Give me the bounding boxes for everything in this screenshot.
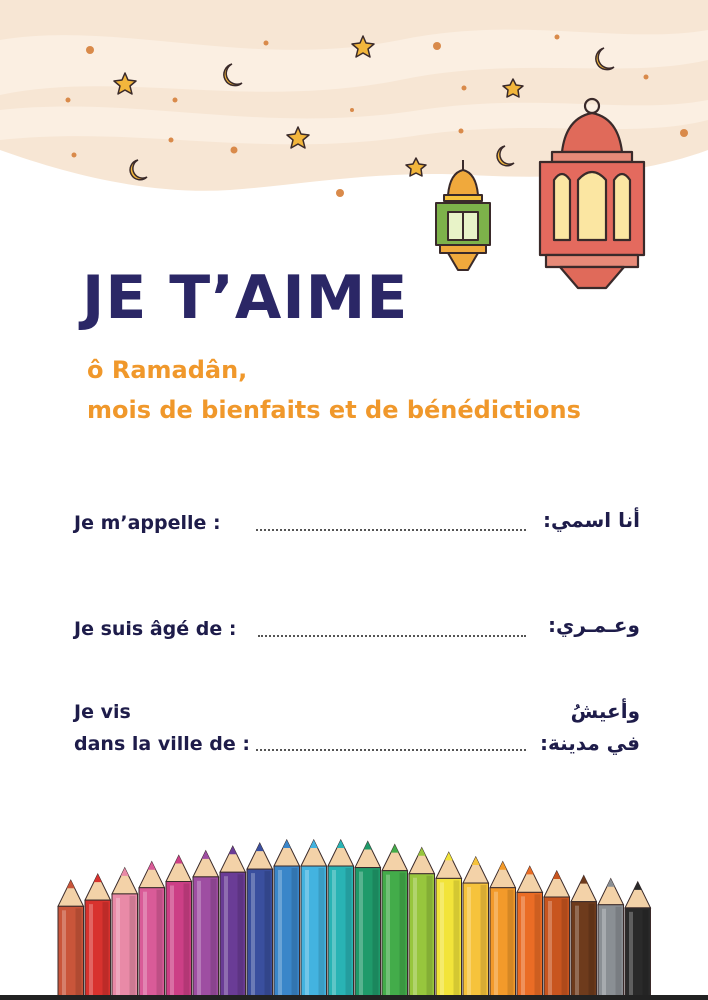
pencil-icon xyxy=(463,857,489,1000)
pencil-icon xyxy=(166,856,192,1000)
name-row xyxy=(0,505,708,545)
pencil-icon xyxy=(382,845,408,1000)
dot-decoration xyxy=(680,129,688,137)
city-row xyxy=(0,698,708,760)
pencil-icon xyxy=(571,876,597,1000)
dot-decoration xyxy=(169,138,174,143)
colored-pencils-illustration xyxy=(0,830,708,1000)
pencil-icon xyxy=(58,880,84,1000)
pencil-icon xyxy=(517,866,543,1000)
dot-decoration xyxy=(459,129,464,134)
dot-decoration xyxy=(231,147,238,154)
name-label-fr: Je m’appelle : xyxy=(74,512,221,534)
pencil-icon xyxy=(220,846,246,1000)
dot-decoration xyxy=(86,46,94,54)
subtitle-line: mois de bienfaits et de bénédictions xyxy=(87,396,581,424)
dot-decoration xyxy=(72,153,77,158)
name-blank-line[interactable] xyxy=(256,529,526,531)
page-subtitle xyxy=(87,350,581,430)
page-title: JE T’AIME xyxy=(82,263,409,333)
pencil-icon xyxy=(85,874,111,1000)
pencil-icon xyxy=(625,882,651,1000)
pencil-icon xyxy=(139,862,165,1000)
pencil-icon xyxy=(544,871,570,1000)
name-label-ar: أنا اسمي: xyxy=(542,508,640,532)
city-label-ar-line1: وأعيشُ xyxy=(570,699,640,723)
age-label-fr: Je suis âgé de : xyxy=(74,618,237,640)
age-blank-line[interactable] xyxy=(258,635,526,637)
city-label-ar-line2: في مدينة: xyxy=(539,731,640,755)
city-blank-line[interactable] xyxy=(256,749,526,751)
dot-decoration xyxy=(66,98,71,103)
dot-decoration xyxy=(644,75,649,80)
night-sky-decoration xyxy=(0,0,708,300)
pencil-icon xyxy=(301,840,327,1000)
pencil-icon xyxy=(112,868,138,1000)
pencil-icon xyxy=(193,851,219,1000)
pencil-icon xyxy=(328,840,354,1000)
bottom-border xyxy=(0,995,708,1000)
pencil-icon xyxy=(436,852,462,1000)
age-row xyxy=(0,612,708,652)
dot-decoration xyxy=(555,35,560,40)
green-lantern-icon xyxy=(436,160,490,270)
dot-decoration xyxy=(350,108,354,112)
dot-decoration xyxy=(462,86,467,91)
dot-decoration xyxy=(433,42,441,50)
age-label-ar: وعـمـري: xyxy=(548,613,640,637)
subtitle-line: ô Ramadân, xyxy=(87,356,248,384)
dot-decoration xyxy=(173,98,178,103)
dot-decoration xyxy=(336,189,344,197)
pencil-icon xyxy=(247,843,273,1000)
city-label-fr-line1: Je vis xyxy=(74,701,131,723)
pencil-icon xyxy=(490,862,516,1000)
dot-decoration xyxy=(264,41,269,46)
pencil-icon xyxy=(409,848,435,1000)
city-label-fr-line2: dans la ville de : xyxy=(74,733,250,755)
pencil-icon xyxy=(598,879,624,1000)
pencil-icon xyxy=(274,840,300,1000)
pencil-icon xyxy=(355,842,381,1000)
